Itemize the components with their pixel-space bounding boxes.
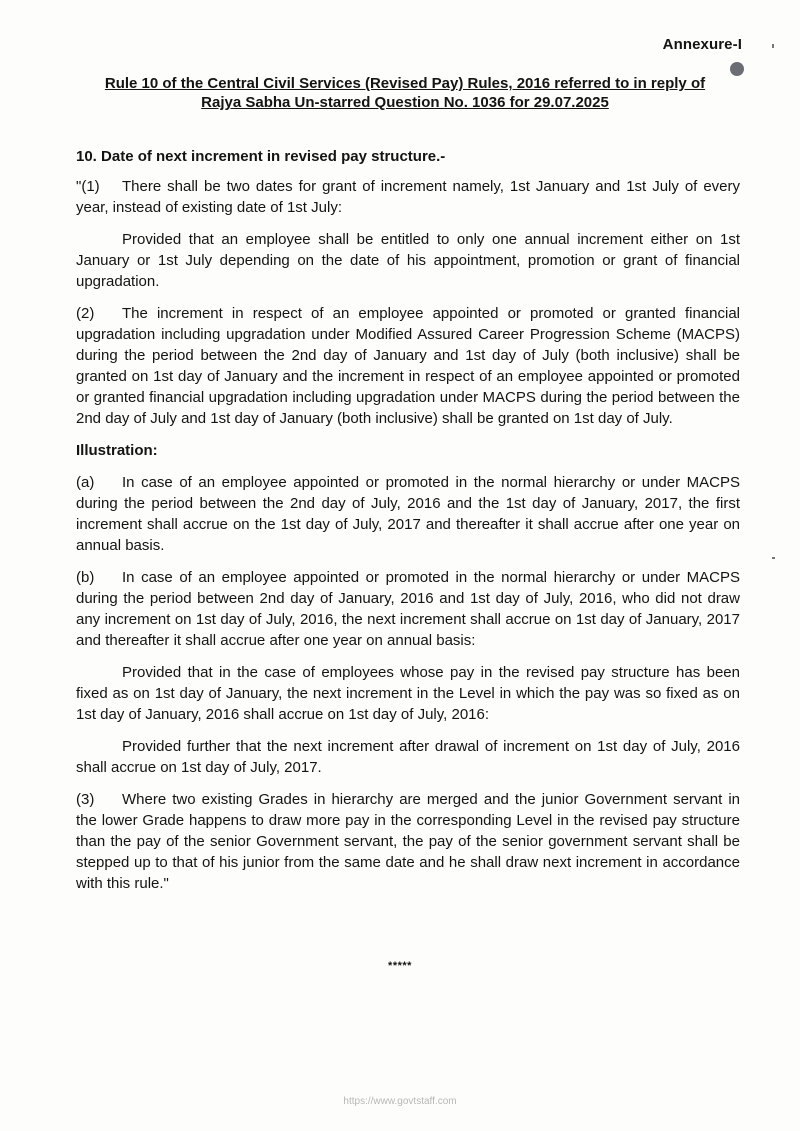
clause-number: (3) — [76, 791, 95, 808]
section-title: 10. Date of next increment in revised pay structure.- — [76, 148, 446, 165]
annexure-label: Annexure-I — [662, 36, 742, 53]
clause-1 — [76, 176, 740, 218]
clause-text: The increment in respect of an employee appointed or promoted or granted financial upgradation including upgradation under Modified Assured Career Progression Scheme (MACPS) during the period between the 2nd day of January and 1st day of July (both inclusive) shall be granted on 1st day of January and the increment in respect of an employee appointed or promoted or granted financial upgradation including upgradation under MACPS during the period between the 2nd day of July and 1st day of January (both inclusive) shall be granted on 1st day of July. — [76, 305, 740, 427]
heading-line-2: Rajya Sabha Un-starred Question No. 1036 for 29.07.2025 — [201, 94, 609, 111]
illustration-title: Illustration: — [76, 442, 158, 459]
heading-line-1: Rule 10 of the Central Civil Services (Revised Pay) Rules, 2016 referred to in reply of — [104, 75, 706, 92]
illustration-a — [76, 472, 740, 556]
proviso-3: Provided further that the next increment after drawal of increment on 1st day of July, 2016 shall accrue on 1st day of July, 2017. — [76, 738, 740, 776]
clause-3 — [76, 789, 740, 894]
proviso-2: Provided that in the case of employees whose pay in the revised pay structure has been fixed as on 1st day of January, the next increment in the Level in which the pay was so fixed as on 1st day of January, 2016 shall accrue on 1st day of July, 2016: — [76, 664, 740, 723]
clause-number: (a) — [76, 474, 95, 491]
clause-text: In case of an employee appointed or promoted in the normal hierarchy or under MACPS during the period between the 2nd day of July, 2016 and the 1st day of January, 2017, the first increment shall accrue on the 1st day of July, 2017 and thereafter it shall accrue after one year on annual basis. — [76, 474, 740, 554]
clause-number: "(1) — [76, 178, 100, 195]
rule-body — [76, 146, 740, 905]
clause-text: In case of an employee appointed or promoted in the normal hierarchy or under MACPS during the period between 2nd day of January, 2016 and 1st day of July, 2016, who did not draw any increment on 1st day of July, 2016, the next increment shall accrue on 1st day of January, 2017 and thereafter it shall accrue after one year on annual basis: — [76, 569, 740, 649]
clause-number: (2) — [76, 305, 95, 322]
end-mark: ***** — [388, 960, 412, 972]
document-heading — [70, 74, 740, 112]
clause-text: There shall be two dates for grant of increment namely, 1st January and 1st July of every year, instead of existing date of 1st July: — [76, 178, 740, 216]
proviso-1: Provided that an employee shall be entitled to only one annual increment either on 1st January or 1st July depending on the date of his appointment, promotion or grant of financial upgradation. — [76, 231, 740, 290]
clause-text: Where two existing Grades in hierarchy are merged and the junior Government servant in the lower Grade happens to draw more pay in the corresponding Level in the revised pay structure than the pay of the senior Government servant, the pay of the senior government servant shall be stepped up to that of his junior from the same date and he shall draw next increment in accordance with this rule." — [76, 791, 740, 892]
scan-mark — [772, 557, 775, 559]
clause-number: (b) — [76, 569, 95, 586]
illustration-b — [76, 567, 740, 651]
clause-2 — [76, 303, 740, 429]
scan-mark — [772, 44, 774, 48]
watermark-url: https://www.govtstaff.com — [343, 1096, 457, 1107]
